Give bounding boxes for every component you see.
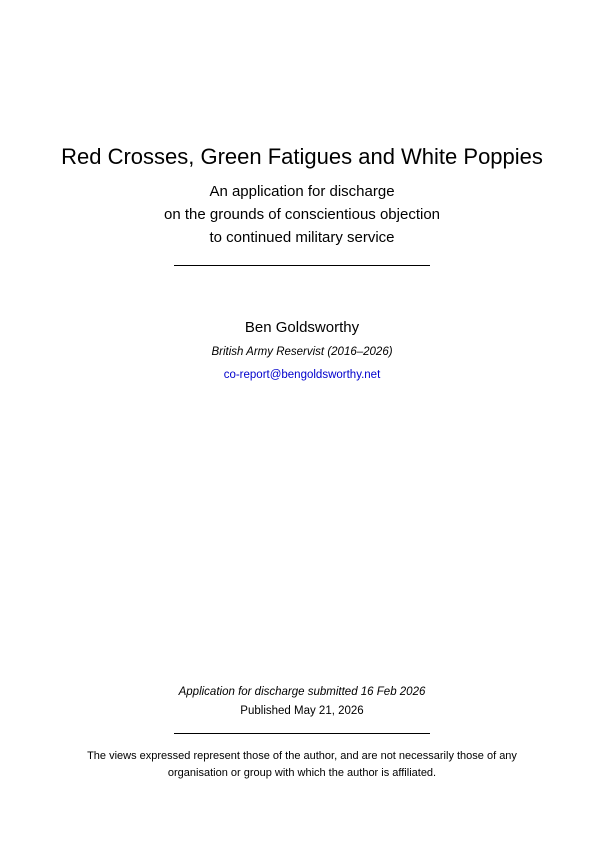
bottom-divider — [174, 733, 430, 734]
author-affiliation: British Army Reservist (2016–2026) — [211, 346, 393, 358]
disclaimer-line-1: The views expressed represent those of the author, and are not necessarily those of any — [87, 750, 517, 762]
author-email-line — [0, 367, 604, 383]
author-name: Ben Goldsworthy — [244, 319, 360, 336]
document-title: Red Crosses, Green Fatigues and White Poppies — [61, 144, 543, 169]
subtitle-line-1: An application for discharge — [209, 183, 395, 200]
publication-date: Published May 21, 2026 — [240, 705, 364, 717]
author-email-link[interactable]: co-report@bengoldsworthy.net — [223, 369, 381, 381]
subtitle-line-2: on the grounds of conscientious objection — [163, 206, 441, 223]
top-divider — [174, 265, 430, 266]
submission-date: Application for discharge submitted 16 Feb 2026 — [178, 686, 426, 698]
subtitle-line-3: to continued military service — [209, 229, 395, 246]
disclaimer-line-2: organisation or group with which the author is affiliated. — [167, 767, 437, 779]
